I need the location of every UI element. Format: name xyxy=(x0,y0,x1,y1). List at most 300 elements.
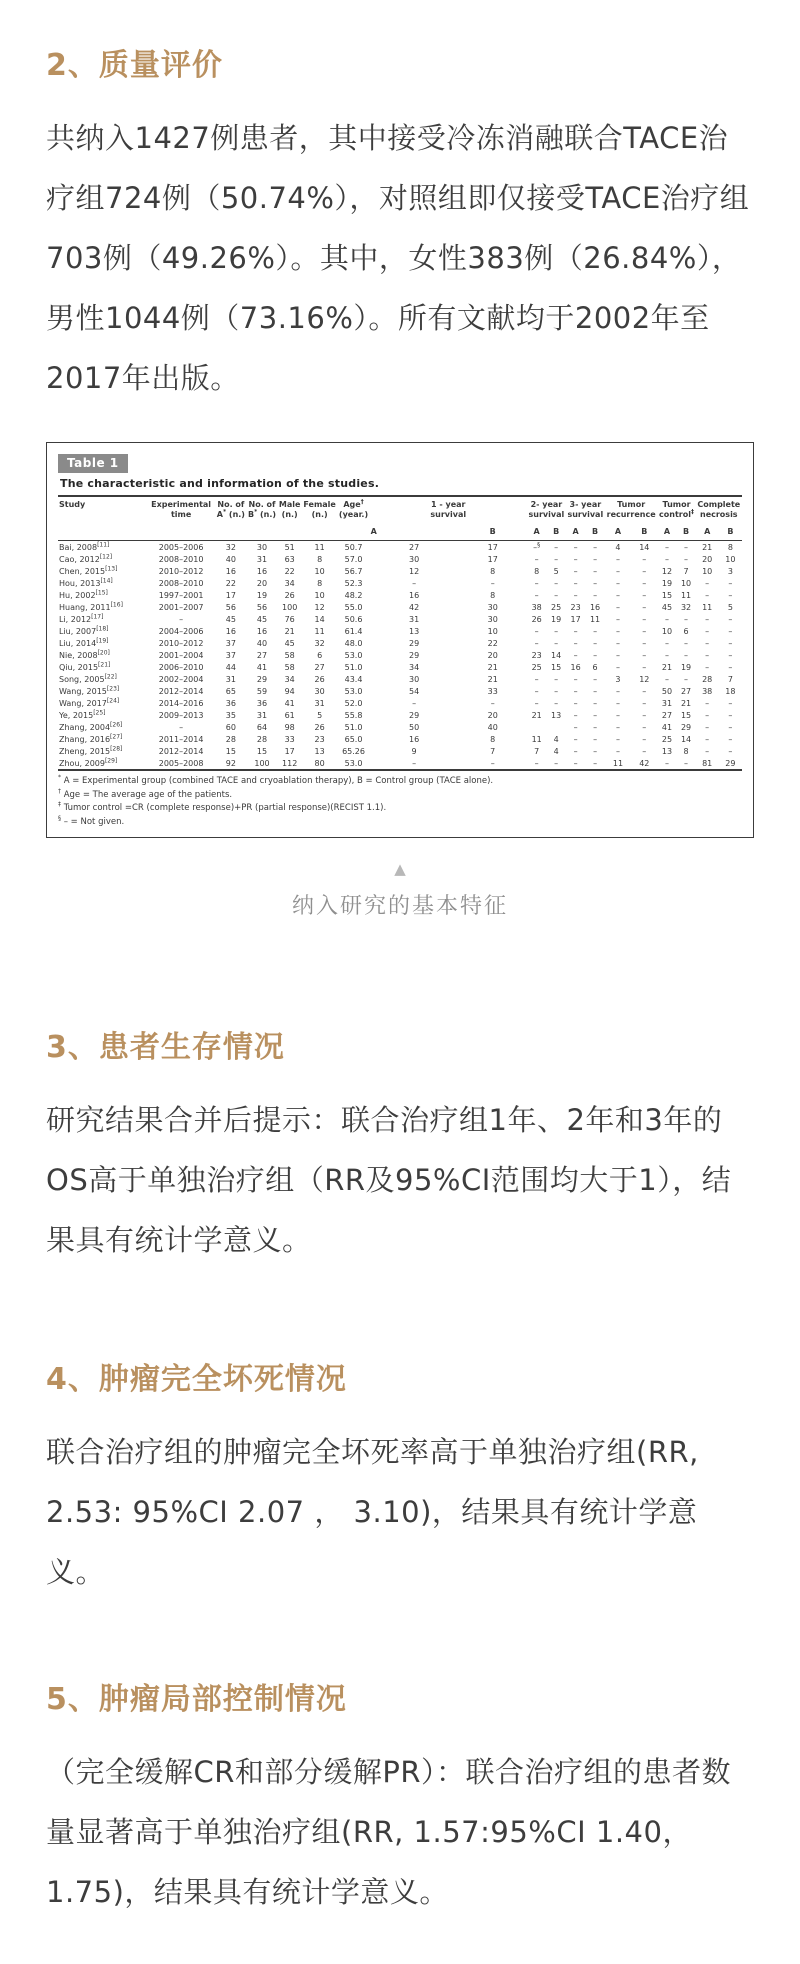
table-cell: 29 xyxy=(256,674,268,684)
table-cell: – xyxy=(179,614,184,624)
table-cell: – xyxy=(705,734,710,744)
table-cell: 43.4 xyxy=(344,674,363,684)
table-cell: 32 xyxy=(680,602,692,612)
table-cell: 34 xyxy=(284,674,295,684)
table-cell: – xyxy=(573,626,578,636)
table-cell: 13 xyxy=(661,746,673,756)
table-cell: 76 xyxy=(284,614,295,624)
table-cell: 6 xyxy=(683,626,689,636)
table-cell: 8 xyxy=(727,542,733,552)
sub-column-header: B xyxy=(546,524,565,541)
table-row xyxy=(58,733,742,745)
studies-table-body xyxy=(58,541,742,771)
table-cell: 65.0 xyxy=(344,734,363,744)
table-cell: 29 xyxy=(408,638,420,648)
section-heading-control: 5、肿瘤局部控制情况 xyxy=(46,1681,347,1717)
table-cell: Ye, 2015[25] xyxy=(59,709,106,720)
table-cell: – xyxy=(642,662,647,672)
table-cell: – xyxy=(573,542,578,552)
table-cell: – xyxy=(615,698,620,708)
table-cell: – xyxy=(615,638,620,648)
table-cell: – xyxy=(657,757,676,770)
studies-table xyxy=(58,495,742,771)
table-row xyxy=(58,601,742,613)
table-cell: Liu, 2007[18] xyxy=(59,625,109,636)
table-cell: 21 xyxy=(531,710,542,720)
section-body-quality: 共纳入1427例患者，其中接受冷冻消融联合TACE治疗组724例（50.74%），对照组即仅接受TACE治疗组703例（49.26%）。其中，女性383例（26.84%），男性1044例（73.16%）。所有文献均于2002年至2017年出版。 xyxy=(46,121,750,395)
table-cell: 2008–2010 xyxy=(158,554,204,564)
table-cell: 30 xyxy=(256,542,268,552)
table-cell: – xyxy=(642,722,647,732)
table-cell: 100 xyxy=(246,757,277,770)
table-cell: Zhou, 2009[29] xyxy=(58,757,147,770)
table-cell: – xyxy=(534,638,539,648)
table-cell: 23 xyxy=(570,602,581,612)
table-cell: – xyxy=(684,638,689,648)
table-cell: 29 xyxy=(408,650,420,660)
table-cell: 12 xyxy=(314,602,325,612)
table-cell: –§ xyxy=(533,541,541,552)
table-cell: – xyxy=(642,638,647,648)
table-cell: – xyxy=(705,710,710,720)
table-cell: – xyxy=(664,638,669,648)
table-footnotes xyxy=(58,775,742,829)
table-cell: Qiu, 2015[21] xyxy=(59,661,111,672)
table-cell: 19 xyxy=(680,662,692,672)
table-cell: 12 xyxy=(408,566,420,576)
table-cell: 2002–2004 xyxy=(158,674,204,684)
table-cell: – xyxy=(642,590,647,600)
table-row xyxy=(58,673,742,685)
table-cell: – xyxy=(593,686,598,696)
table-cell: – xyxy=(534,686,539,696)
sub-column-header: B xyxy=(459,524,527,541)
table-cell: Bai, 2008[11] xyxy=(59,541,110,552)
table-cell: 31 xyxy=(314,698,325,708)
table-cell: – xyxy=(728,590,733,600)
sub-column-header: A xyxy=(605,524,631,541)
table-cell: – xyxy=(615,614,620,624)
table-cell: – xyxy=(615,734,620,744)
section-patient-survival xyxy=(46,1022,754,1270)
table-row xyxy=(58,613,742,625)
table-cell: 59 xyxy=(256,686,268,696)
table-cell: 17 xyxy=(487,542,498,552)
table-cell: – xyxy=(593,698,598,708)
table-cell: 44 xyxy=(225,662,236,672)
table-cell: 8 xyxy=(683,746,689,756)
table-cell: Cao, 2012[12] xyxy=(59,553,113,564)
table-cell: 40 xyxy=(225,554,236,564)
table-cell: 37 xyxy=(225,638,236,648)
table-cell: – xyxy=(728,650,733,660)
table-cell: 16 xyxy=(256,626,268,636)
column-group-header: 1 - year survival xyxy=(430,500,467,520)
table-cell: 31 xyxy=(225,674,236,684)
table-cell: 36 xyxy=(225,698,236,708)
column-group-header: Complete necrosis xyxy=(697,500,741,520)
table-row xyxy=(58,565,742,577)
table-cell: 10 xyxy=(661,626,673,636)
table-cell: 2005–2006 xyxy=(158,542,204,552)
table-cell xyxy=(546,721,565,733)
table-cell: – xyxy=(593,722,598,732)
table-cell: 100 xyxy=(282,602,298,612)
section-body-survival: 研究结果合并后提示：联合治疗组1年、2年和3年的OS高于单独治疗组（RR及95%CI范围均大于1），结果具有统计学意义。 xyxy=(46,1102,732,1257)
table-cell: – xyxy=(642,710,647,720)
table-cell: – xyxy=(573,686,578,696)
table-cell: 14 xyxy=(680,734,692,744)
table-cell: – xyxy=(554,626,559,636)
table-cell: 2014–2016 xyxy=(158,698,204,708)
table-cell: – xyxy=(684,542,689,552)
footnote: † Age = The average age of the patients. xyxy=(58,787,233,800)
table-cell: 10 xyxy=(702,566,713,576)
table-cell: – xyxy=(593,554,598,564)
table-cell: 4 xyxy=(553,734,559,744)
table-cell: 56 xyxy=(225,602,236,612)
table-cell: 29 xyxy=(408,710,420,720)
table-cell: 16 xyxy=(589,602,601,612)
table-cell: 55.0 xyxy=(344,602,363,612)
table-cell: 22 xyxy=(225,578,236,588)
table-cell: 41 xyxy=(661,722,673,732)
table-cell: Zhang, 2016[27] xyxy=(59,733,123,744)
table-cell: Li, 2012[17] xyxy=(59,613,104,624)
table-cell: 5 xyxy=(727,602,733,612)
table-cell: – xyxy=(573,734,578,744)
column-header: Age† (year.) xyxy=(337,496,369,541)
table-cell: 32 xyxy=(314,638,325,648)
table-cell: 2012–2014 xyxy=(158,686,204,696)
table-cell: 11 xyxy=(605,757,631,770)
table-cell: 27 xyxy=(408,542,420,552)
table-cell: – xyxy=(534,554,539,564)
section-body-control: （完全缓解CR和部分缓解PR）：联合治疗组的患者数量显著高于单独治疗组(RR, 1.57:95%CI 1.40，1.75)，结果具有统计学意义。 xyxy=(46,1754,732,1909)
table-cell: 25 xyxy=(531,662,542,672)
table-cell: Nie, 2008[20] xyxy=(59,649,110,660)
table-cell: – xyxy=(642,566,647,576)
table-cell: – xyxy=(554,698,559,708)
table-cell: 15 xyxy=(256,746,268,756)
table-cell: – xyxy=(573,698,578,708)
table-cell: 45 xyxy=(225,614,236,624)
table-cell: 56 xyxy=(256,602,268,612)
sub-column-header: B xyxy=(631,524,657,541)
table-row xyxy=(58,589,742,601)
table-row xyxy=(58,625,742,637)
table-cell: 27 xyxy=(680,686,692,696)
table-cell: 7 xyxy=(534,746,540,756)
table-cell: – xyxy=(593,566,598,576)
table-cell: 53.0 xyxy=(337,757,369,770)
table-cell: 2010–2012 xyxy=(158,566,204,576)
table-row xyxy=(58,757,742,770)
section-heading-necrosis: 4、肿瘤完全坏死情况 xyxy=(46,1361,347,1397)
table-cell: – xyxy=(677,757,696,770)
table-cell: 18 xyxy=(725,686,736,696)
table-cell: 50.7 xyxy=(344,542,363,552)
table-cell: 40 xyxy=(487,722,498,732)
table-cell: 41 xyxy=(256,662,268,672)
table-cell: 8 xyxy=(490,566,496,576)
table-cell: 25 xyxy=(661,734,673,744)
table-cell: – xyxy=(615,554,620,564)
table-cell: 13 xyxy=(551,710,562,720)
footnote: * A = Experimental group (combined TACE and cryoablation therapy), B = Control group (TACE alone). xyxy=(58,774,494,787)
table-cell: 8 xyxy=(490,734,496,744)
table-cell: 2008–2010 xyxy=(158,578,204,588)
table-cell: – xyxy=(664,554,669,564)
table-cell: 53.0 xyxy=(344,650,363,660)
table-cell: 48.2 xyxy=(344,590,363,600)
table-cell: 21 xyxy=(661,662,673,672)
table-cell: 20 xyxy=(487,650,498,660)
table-cell: – xyxy=(705,578,710,588)
table-cell: 65.26 xyxy=(342,746,365,756)
table-cell: 10 xyxy=(680,578,692,588)
table-cell: 50 xyxy=(408,722,420,732)
table-cell: 21 xyxy=(487,662,498,672)
table-cell: 15 xyxy=(225,746,236,756)
studies-table-header xyxy=(58,496,742,541)
table-cell: 28 xyxy=(225,734,236,744)
table-cell: – xyxy=(573,710,578,720)
table-cell: – xyxy=(664,650,669,660)
table-cell: 12 xyxy=(661,566,673,576)
section-quality-evaluation xyxy=(46,40,754,408)
table-cell: – xyxy=(490,578,495,588)
figure-caption: 纳入研究的基本特征 xyxy=(291,893,508,919)
table-cell: 98 xyxy=(284,722,295,732)
table-row xyxy=(58,685,742,697)
table-cell: – xyxy=(684,614,689,624)
table-row xyxy=(58,721,742,733)
table-cell: 92 xyxy=(215,757,246,770)
table-cell: – xyxy=(728,746,733,756)
table-cell: – xyxy=(615,566,620,576)
table-cell: 26 xyxy=(531,614,542,624)
table-cell: Wang, 2015[23] xyxy=(59,685,120,696)
table-cell: Huang, 2011[16] xyxy=(59,601,123,612)
table-cell: 28 xyxy=(256,734,268,744)
table-cell: – xyxy=(585,757,604,770)
table-cell: 19 xyxy=(661,578,673,588)
section-heading-survival: 3、患者生存情况 xyxy=(46,1029,285,1065)
table-cell: 26 xyxy=(284,590,295,600)
table-cell: – xyxy=(527,757,546,770)
table-cell: 64 xyxy=(256,722,268,732)
table-cell: 29 xyxy=(680,722,692,732)
table-cell: – xyxy=(593,746,598,756)
table-cell: 16 xyxy=(225,566,236,576)
table-row xyxy=(58,745,742,757)
sub-column-header: A xyxy=(370,524,459,541)
table-cell: 8 xyxy=(534,566,540,576)
table-cell: – xyxy=(573,746,578,756)
table-cell: 4 xyxy=(553,746,559,756)
table-cell: 27 xyxy=(256,650,268,660)
column-header: Study xyxy=(58,496,147,541)
table-cell: – xyxy=(573,722,578,732)
table-cell: – xyxy=(642,686,647,696)
table-cell: Hou, 2013[14] xyxy=(59,577,113,588)
table-cell: 3 xyxy=(615,674,621,684)
table-cell: 11 xyxy=(702,602,713,612)
table-cell: – xyxy=(615,602,620,612)
table-cell: 17 xyxy=(487,554,498,564)
table-cell: 14 xyxy=(314,614,325,624)
table-cell: 51 xyxy=(284,542,295,552)
table-cell: 2009–2013 xyxy=(158,710,204,720)
table-cell: 31 xyxy=(408,614,420,624)
table-cell: 11 xyxy=(314,542,325,552)
table-cell: 31 xyxy=(256,710,268,720)
table-cell: 60 xyxy=(225,722,236,732)
table-cell: – xyxy=(728,722,733,732)
table-cell: 7 xyxy=(683,566,689,576)
table-cell: Wang, 2017[24] xyxy=(59,697,120,708)
table-cell: – xyxy=(179,722,184,732)
table-cell: – xyxy=(534,578,539,588)
table-title: The characteristic and information of the studies. xyxy=(60,477,380,490)
table-cell: – xyxy=(664,614,669,624)
table-cell: – xyxy=(573,674,578,684)
table-cell: – xyxy=(684,674,689,684)
table-cell: 52.0 xyxy=(344,698,363,708)
table-cell: 65 xyxy=(225,686,236,696)
table-cell: – xyxy=(728,638,733,648)
sub-column-header: A xyxy=(696,524,719,541)
table-cell: – xyxy=(554,542,559,552)
table-cell: – xyxy=(554,578,559,588)
table-cell: 19 xyxy=(256,590,268,600)
table-cell: 1997–2001 xyxy=(158,590,204,600)
table-cell: – xyxy=(705,650,710,660)
table-cell: 16 xyxy=(256,566,268,576)
table-cell: – xyxy=(728,734,733,744)
table-cell: – xyxy=(642,626,647,636)
sub-column-header: A xyxy=(527,524,546,541)
table-cell: 20 xyxy=(256,578,268,588)
table-row xyxy=(58,697,742,709)
table-cell: – xyxy=(705,626,710,636)
triangle-up-icon: ▲ xyxy=(394,859,406,878)
table-cell: 53.0 xyxy=(344,686,363,696)
table-cell: – xyxy=(593,674,598,684)
table-cell: – xyxy=(642,698,647,708)
section-local-control xyxy=(46,1674,754,1922)
table-cell: – xyxy=(370,757,459,770)
table-cell: 19 xyxy=(551,614,562,624)
table-cell: 22 xyxy=(284,566,295,576)
table-cell: Chen, 2015[13] xyxy=(59,565,118,576)
table-row xyxy=(58,577,742,589)
table-cell: – xyxy=(615,722,620,732)
table-cell: 30 xyxy=(408,674,420,684)
table-cell: 12 xyxy=(639,674,650,684)
table-cell: 50 xyxy=(661,686,673,696)
table-cell: – xyxy=(593,590,598,600)
table-cell: – xyxy=(573,590,578,600)
table-cell: 25 xyxy=(551,602,562,612)
table-cell: 41 xyxy=(284,698,295,708)
table-cell: 2006–2010 xyxy=(158,662,204,672)
table-cell: – xyxy=(573,566,578,576)
sub-column-header: B xyxy=(719,524,742,541)
table-cell: 14 xyxy=(639,542,650,552)
table-cell: – xyxy=(728,626,733,636)
table-cell: 61 xyxy=(284,710,295,720)
table-cell: – xyxy=(615,662,620,672)
table-cell: – xyxy=(642,650,647,660)
table-cell: 13 xyxy=(314,746,325,756)
table-cell: – xyxy=(728,698,733,708)
table-cell: 45 xyxy=(284,638,295,648)
table-cell: 2012–2014 xyxy=(158,746,204,756)
table-cell: 112 xyxy=(278,757,302,770)
column-header: Male (n.) xyxy=(278,496,302,541)
table-cell: 2010–2012 xyxy=(158,638,204,648)
table-cell: 10 xyxy=(487,626,498,636)
table-cell: 58 xyxy=(284,662,295,672)
table-cell: 21 xyxy=(487,674,498,684)
table-cell: – xyxy=(705,590,710,600)
table-cell: – xyxy=(642,734,647,744)
table-cell: – xyxy=(534,590,539,600)
table-cell: 58 xyxy=(284,650,295,660)
table-cell: 15 xyxy=(661,590,673,600)
table-cell: – xyxy=(664,674,669,684)
table-cell: 61.4 xyxy=(344,626,363,636)
table-cell: 5 xyxy=(553,566,559,576)
table-cell: 27 xyxy=(661,710,673,720)
table-cell: 15 xyxy=(551,662,562,672)
table-cell: 30 xyxy=(487,614,498,624)
table-cell: – xyxy=(642,746,647,756)
table-cell: Hu, 2002[15] xyxy=(59,589,108,600)
table-cell: 23 xyxy=(314,734,325,744)
table-cell: 23 xyxy=(531,650,542,660)
table-cell: 31 xyxy=(256,554,268,564)
table-cell: – xyxy=(593,542,598,552)
table-cell: 33 xyxy=(487,686,498,696)
table-cell: 13 xyxy=(408,626,420,636)
table-label: Table 1 xyxy=(58,454,128,473)
table-cell: 2004–2006 xyxy=(158,626,204,636)
table-cell: – xyxy=(546,757,565,770)
table-cell: 42 xyxy=(408,602,420,612)
table-cell: Zhang, 2004[26] xyxy=(59,721,123,732)
table-cell: – xyxy=(573,650,578,660)
table-cell: – xyxy=(459,757,527,770)
table-cell: – xyxy=(615,578,620,588)
table-cell: 27 xyxy=(314,662,325,672)
figure-caption-block xyxy=(46,859,754,920)
table-cell: 54 xyxy=(408,686,420,696)
table-cell: 80 xyxy=(302,757,338,770)
table-cell: – xyxy=(554,554,559,564)
table-cell: 2011–2014 xyxy=(158,734,204,744)
table-cell: 7 xyxy=(490,746,496,756)
table-cell: 35 xyxy=(225,710,236,720)
table-cell: 11 xyxy=(314,626,325,636)
table-cell: 10 xyxy=(314,566,325,576)
table-cell: 11 xyxy=(589,614,601,624)
table-cell: – xyxy=(534,698,539,708)
table-cell: 8 xyxy=(490,590,496,600)
table-cell: 5 xyxy=(317,710,323,720)
